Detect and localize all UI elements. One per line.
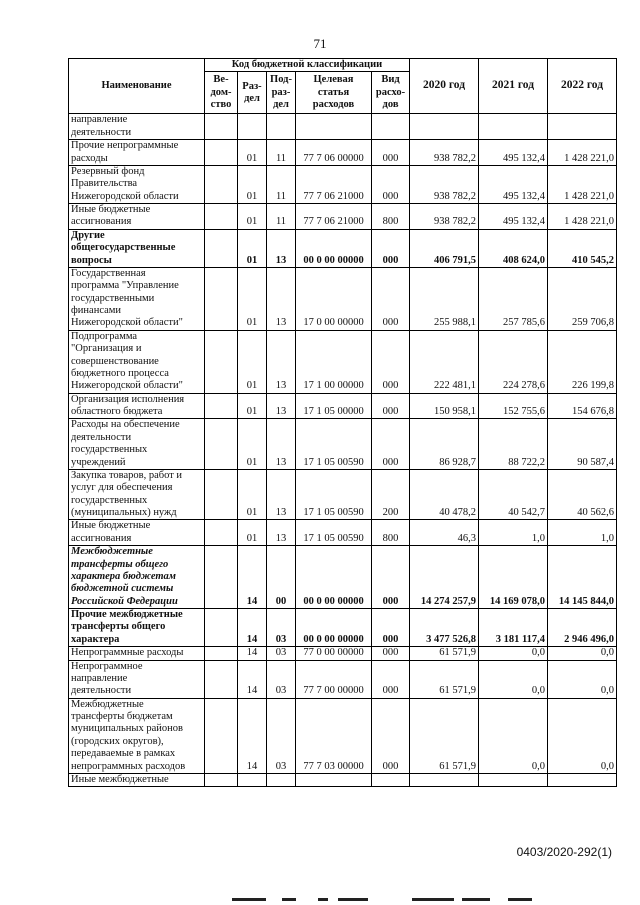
- cell-vedomstvo: [205, 660, 238, 698]
- cell-2020: 406 791,5: [410, 229, 479, 267]
- cell-podrazdel: 13: [267, 267, 296, 330]
- cell-razdel: 01: [238, 267, 267, 330]
- cell-target-article: [296, 773, 372, 786]
- cell-vedomstvo: [205, 698, 238, 773]
- cell-target-article: 17 0 00 00000: [296, 267, 372, 330]
- cell-expense-type: 800: [372, 520, 410, 546]
- cell-razdel: 14: [238, 647, 267, 660]
- cell-name: Межбюджетные трансферты общего характера бюджетам бюджетной системы Российской Федерации: [69, 546, 205, 609]
- cell-name: Подпрограмма "Организация и совершенствование бюджетного процесса Нижегородской области": [69, 330, 205, 393]
- cell-2021: 495 132,4: [479, 204, 548, 230]
- cell-2020: 61 571,9: [410, 698, 479, 773]
- cell-expense-type: 000: [372, 419, 410, 470]
- cell-2021: 257 785,6: [479, 267, 548, 330]
- cell-2020: 255 988,1: [410, 267, 479, 330]
- cell-name: Прочие непрограммные расходы: [69, 140, 205, 166]
- budget-table: [68, 58, 617, 787]
- cell-2020: 938 782,2: [410, 165, 479, 203]
- scan-artifact-mark: [508, 898, 532, 901]
- cell-razdel: 14: [238, 609, 267, 647]
- cell-expense-type: 000: [372, 660, 410, 698]
- cell-name: направление деятельности: [69, 114, 205, 140]
- cell-2021: 152 755,6: [479, 393, 548, 419]
- cell-2022: 1 428 221,0: [548, 140, 617, 166]
- cell-2022: [548, 114, 617, 140]
- cell-target-article: 17 1 00 00000: [296, 330, 372, 393]
- cell-target-article: 00 0 00 00000: [296, 229, 372, 267]
- table-row: [69, 660, 617, 698]
- cell-2020: 3 477 526,8: [410, 609, 479, 647]
- cell-2021: 495 132,4: [479, 140, 548, 166]
- cell-2020: 40 478,2: [410, 469, 479, 520]
- cell-name: Непрограммные расходы: [69, 647, 205, 660]
- cell-2022: 1,0: [548, 520, 617, 546]
- cell-podrazdel: 13: [267, 330, 296, 393]
- cell-razdel: [238, 114, 267, 140]
- table-row: [69, 647, 617, 660]
- cell-2020: 938 782,2: [410, 204, 479, 230]
- cell-razdel: 01: [238, 165, 267, 203]
- cell-podrazdel: [267, 114, 296, 140]
- cell-target-article: 17 1 05 00590: [296, 419, 372, 470]
- cell-name: Расходы на обеспечение деятельности государственных учреждений: [69, 419, 205, 470]
- cell-vedomstvo: [205, 165, 238, 203]
- table-row: [69, 165, 617, 203]
- cell-podrazdel: 00: [267, 546, 296, 609]
- cell-podrazdel: 13: [267, 469, 296, 520]
- cell-podrazdel: 11: [267, 140, 296, 166]
- table-header: [69, 59, 617, 114]
- cell-podrazdel: 13: [267, 520, 296, 546]
- cell-vedomstvo: [205, 229, 238, 267]
- cell-podrazdel: 13: [267, 419, 296, 470]
- table-row: [69, 609, 617, 647]
- table-body: [69, 114, 617, 787]
- cell-target-article: 77 7 06 21000: [296, 165, 372, 203]
- table-row: [69, 140, 617, 166]
- column-header-target-article: Целевая статья расходов: [296, 72, 372, 114]
- cell-target-article: 00 0 00 00000: [296, 609, 372, 647]
- cell-razdel: 01: [238, 229, 267, 267]
- cell-podrazdel: 03: [267, 660, 296, 698]
- cell-name: Прочие межбюджетные трансферты общего характера: [69, 609, 205, 647]
- scan-artifact-mark: [462, 898, 490, 901]
- cell-2022: 154 676,8: [548, 393, 617, 419]
- cell-2021: 1,0: [479, 520, 548, 546]
- cell-target-article: 77 7 06 00000: [296, 140, 372, 166]
- cell-2021: 0,0: [479, 647, 548, 660]
- cell-razdel: 14: [238, 660, 267, 698]
- cell-2022: 410 545,2: [548, 229, 617, 267]
- cell-vedomstvo: [205, 267, 238, 330]
- table-row: [69, 546, 617, 609]
- column-header-razdel: Раз- дел: [238, 72, 267, 114]
- cell-razdel: 01: [238, 419, 267, 470]
- cell-name: Межбюджетные трансферты бюджетам муниципальных районов (городских округов), передаваемые в рамках непрограммных расходов: [69, 698, 205, 773]
- cell-name: Иные бюджетные ассигнования: [69, 520, 205, 546]
- column-header-podrazdel: Под- раз- дел: [267, 72, 296, 114]
- cell-name: Организация исполнения областного бюджета: [69, 393, 205, 419]
- cell-name: Другие общегосударственные вопросы: [69, 229, 205, 267]
- cell-razdel: 01: [238, 469, 267, 520]
- cell-2021: 0,0: [479, 660, 548, 698]
- cell-podrazdel: 03: [267, 698, 296, 773]
- cell-2021: 408 624,0: [479, 229, 548, 267]
- cell-2022: 40 562,6: [548, 469, 617, 520]
- cell-2021: 40 542,7: [479, 469, 548, 520]
- cell-2022: [548, 773, 617, 786]
- cell-podrazdel: 13: [267, 393, 296, 419]
- table-row: [69, 393, 617, 419]
- cell-expense-type: 000: [372, 267, 410, 330]
- cell-2022: 226 199,8: [548, 330, 617, 393]
- scan-artifact-mark: [318, 898, 328, 901]
- cell-name: Непрограммное направление деятельности: [69, 660, 205, 698]
- cell-2021: [479, 114, 548, 140]
- cell-2021: 0,0: [479, 698, 548, 773]
- cell-2022: 259 706,8: [548, 267, 617, 330]
- cell-target-article: 77 7 00 00000: [296, 660, 372, 698]
- cell-razdel: 01: [238, 330, 267, 393]
- cell-2022: 1 428 221,0: [548, 165, 617, 203]
- cell-expense-type: 000: [372, 140, 410, 166]
- cell-2022: 0,0: [548, 698, 617, 773]
- cell-razdel: 01: [238, 520, 267, 546]
- cell-expense-type: [372, 114, 410, 140]
- cell-target-article: 17 1 05 00590: [296, 469, 372, 520]
- cell-expense-type: 000: [372, 229, 410, 267]
- cell-expense-type: 000: [372, 393, 410, 419]
- cell-podrazdel: 11: [267, 165, 296, 203]
- column-header-expense-type: Вид расхо- дов: [372, 72, 410, 114]
- cell-razdel: 01: [238, 393, 267, 419]
- table-row: [69, 419, 617, 470]
- cell-vedomstvo: [205, 773, 238, 786]
- column-header-name: Наименование: [69, 59, 205, 114]
- cell-vedomstvo: [205, 520, 238, 546]
- cell-2020: 222 481,1: [410, 330, 479, 393]
- table-row: [69, 229, 617, 267]
- cell-2020: 61 571,9: [410, 660, 479, 698]
- cell-expense-type: 000: [372, 546, 410, 609]
- column-header-2022: 2022 год: [548, 59, 617, 114]
- cell-2021: 88 722,2: [479, 419, 548, 470]
- cell-vedomstvo: [205, 330, 238, 393]
- table-row: [69, 267, 617, 330]
- cell-name: Резервный фонд Правительства Нижегородской области: [69, 165, 205, 203]
- page-number: 71: [313, 36, 327, 51]
- cell-expense-type: 000: [372, 698, 410, 773]
- cell-expense-type: 000: [372, 609, 410, 647]
- cell-2021: 3 181 117,4: [479, 609, 548, 647]
- cell-target-article: 17 1 05 00590: [296, 520, 372, 546]
- cell-2022: 0,0: [548, 647, 617, 660]
- cell-vedomstvo: [205, 140, 238, 166]
- scan-artifact-mark: [282, 898, 296, 901]
- cell-name: Иные межбюджетные: [69, 773, 205, 786]
- cell-2021: 495 132,4: [479, 165, 548, 203]
- cell-2022: 14 145 844,0: [548, 546, 617, 609]
- cell-2021: [479, 773, 548, 786]
- cell-razdel: 01: [238, 204, 267, 230]
- cell-podrazdel: 13: [267, 229, 296, 267]
- cell-razdel: 14: [238, 698, 267, 773]
- cell-vedomstvo: [205, 546, 238, 609]
- column-group-classification: Код бюджетной классификации: [205, 59, 410, 72]
- column-header-2020: 2020 год: [410, 59, 479, 114]
- cell-2020: 61 571,9: [410, 647, 479, 660]
- cell-podrazdel: 03: [267, 647, 296, 660]
- scan-artifact-mark: [232, 898, 266, 901]
- cell-target-article: 17 1 05 00000: [296, 393, 372, 419]
- cell-name: Государственная программа "Управление государственными финансами Нижегородской области": [69, 267, 205, 330]
- cell-2020: 938 782,2: [410, 140, 479, 166]
- cell-name: Иные бюджетные ассигнования: [69, 204, 205, 230]
- cell-2022: 90 587,4: [548, 419, 617, 470]
- cell-expense-type: [372, 773, 410, 786]
- cell-2020: 14 274 257,9: [410, 546, 479, 609]
- cell-podrazdel: 11: [267, 204, 296, 230]
- cell-target-article: [296, 114, 372, 140]
- cell-vedomstvo: [205, 647, 238, 660]
- cell-2020: 150 958,1: [410, 393, 479, 419]
- column-header-2021: 2021 год: [479, 59, 548, 114]
- cell-2022: 1 428 221,0: [548, 204, 617, 230]
- cell-vedomstvo: [205, 609, 238, 647]
- cell-expense-type: 000: [372, 165, 410, 203]
- cell-2020: 86 928,7: [410, 419, 479, 470]
- cell-target-article: 77 7 03 00000: [296, 698, 372, 773]
- cell-target-article: 77 7 06 21000: [296, 204, 372, 230]
- cell-podrazdel: [267, 773, 296, 786]
- cell-razdel: 14: [238, 546, 267, 609]
- column-header-vedomstvo: Ве- дом- ство: [205, 72, 238, 114]
- cell-expense-type: 200: [372, 469, 410, 520]
- table-row: [69, 773, 617, 786]
- table-row: [69, 114, 617, 140]
- cell-expense-type: 800: [372, 204, 410, 230]
- table-row: [69, 469, 617, 520]
- table-row: [69, 204, 617, 230]
- cell-razdel: 01: [238, 140, 267, 166]
- cell-vedomstvo: [205, 204, 238, 230]
- cell-2021: 224 278,6: [479, 330, 548, 393]
- cell-expense-type: 000: [372, 647, 410, 660]
- cell-2022: 2 946 496,0: [548, 609, 617, 647]
- cell-vedomstvo: [205, 419, 238, 470]
- cell-razdel: [238, 773, 267, 786]
- scan-artifact-mark: [338, 898, 368, 901]
- cell-2020: [410, 114, 479, 140]
- cell-podrazdel: 03: [267, 609, 296, 647]
- cell-2022: 0,0: [548, 660, 617, 698]
- cell-target-article: 00 0 00 00000: [296, 546, 372, 609]
- scan-artifact-mark: [412, 898, 454, 901]
- cell-name: Закупка товаров, работ и услуг для обеспечения государственных (муниципальных) нужд: [69, 469, 205, 520]
- cell-vedomstvo: [205, 469, 238, 520]
- cell-target-article: 77 0 00 00000: [296, 647, 372, 660]
- cell-2020: [410, 773, 479, 786]
- cell-2020: 46,3: [410, 520, 479, 546]
- table-row: [69, 698, 617, 773]
- cell-vedomstvo: [205, 393, 238, 419]
- cell-vedomstvo: [205, 114, 238, 140]
- cell-expense-type: 000: [372, 330, 410, 393]
- cell-2021: 14 169 078,0: [479, 546, 548, 609]
- table-row: [69, 520, 617, 546]
- document-code: 0403/2020-292(1): [516, 845, 612, 859]
- table-row: [69, 330, 617, 393]
